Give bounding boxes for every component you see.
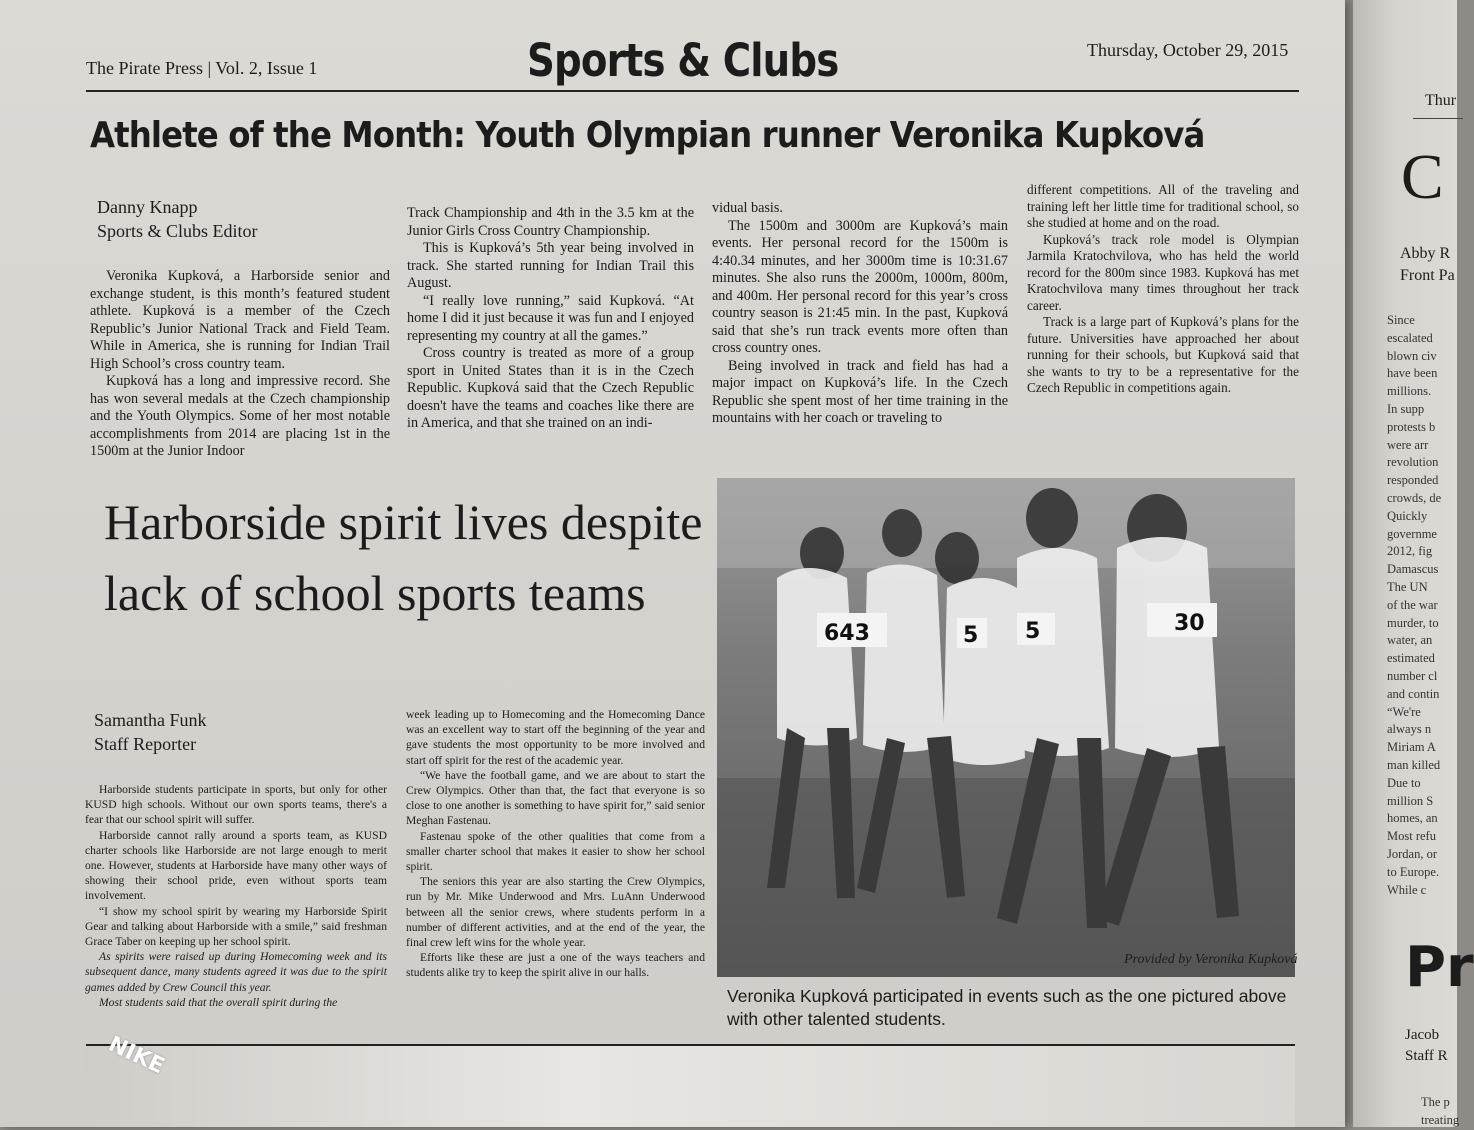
article-column-3 xyxy=(712,200,1008,428)
paragraph: Cross country is treated as more of a group sport in United States than it is in the Czech Republic. Kupková said that the Czech Republic doesn't have the teams and coaches like there are in America, and that she trained on an indi- xyxy=(407,345,694,431)
paper-name-issue: The Pirate Press | Vol. 2, Issue 1 xyxy=(86,58,318,78)
article-column-1 xyxy=(90,268,390,461)
article-column-2 xyxy=(407,205,694,433)
article2-column-1 xyxy=(85,782,387,1010)
paragraph: As spirits were raised up during Homecoming week and its subsequent dance, many students agreed it was due to the spirit games added by Crew Council this year. xyxy=(85,950,387,994)
paragraph: Track Championship and 4th in the 3.5 km at the Junior Girls Cross Country Championship. xyxy=(407,205,694,239)
author-title: Sports & Clubs Editor xyxy=(97,221,258,241)
paragraph: Harborside cannot rally around a sports team, as KUSD charter schools like Harborside are not large enough to merit one. However, students at Harborside have many other ways of showing their school pride, even without sports team involvement. xyxy=(85,828,387,903)
paragraph: The 1500m and 3000m are Kupková’s main events. Her personal record for the 1500m is 4:40.34 minutes, and her 3000m time is 10:31.67 minutes. She also runs the 2000m, 1000m, 800m, and 400m. Her personal record for this year’s cross country season is 21:45 min. In the past, Kupková said that she’s run track events more often than cross country ones. xyxy=(712,217,1008,356)
paragraph: “I show my school spirit by wearing my Harborside Spirit Gear and talking about Harborside with a smile,” said freshman Grace Taber on keeping up her school spirit. xyxy=(85,904,387,949)
issue-date: Thursday, October 29, 2015 xyxy=(1087,40,1289,60)
next-page-headline: C xyxy=(1401,141,1444,212)
bib-number: 5 xyxy=(963,623,979,648)
paragraph: “I really love running,” said Kupková. “At home I did it just because it was fun and I enjoyed representing my country at all the games.” xyxy=(407,292,694,344)
author-name: Abby R xyxy=(1400,245,1451,262)
byline xyxy=(97,195,258,243)
next-page-edge xyxy=(1353,0,1474,1127)
next-page-rule xyxy=(1413,118,1463,119)
masthead-rule xyxy=(86,90,1299,92)
article-column-4 xyxy=(1027,182,1299,397)
photo-caption: Veronika Kupková participated in events such as the one pictured above with other talented students. xyxy=(727,986,1287,1029)
runners-photo xyxy=(717,478,1295,977)
bib-number: 5 xyxy=(1025,619,1041,644)
section-title: Sports & Clubs xyxy=(527,34,839,87)
article-headline: Athlete of the Month: Youth Olympian runner Veronika Kupková xyxy=(90,115,1205,156)
author-name: Samantha Funk xyxy=(94,710,207,730)
author-title: Staff Reporter xyxy=(94,734,197,754)
paragraph: Efforts like these are just a one of the ways teachers and students alike try to keep the spirit alive in our halls. xyxy=(406,951,705,980)
bib-number: 643 xyxy=(824,621,870,646)
article2-column-2 xyxy=(406,707,705,981)
bottom-photo xyxy=(86,1046,1295,1127)
paragraph: Kupková has a long and impressive record. She has won several medals at the Czech championship and the Youth Olympics. Some of her most notable accomplishments from 2014 are placing 1st in the 1500m at the Junior Indoor xyxy=(90,373,390,459)
paragraph: This is Kupková’s 5th year being involved in track. She started running for Indian Trail this August. xyxy=(407,240,694,291)
paragraph: The seniors this year are also starting the Crew Olympics, run by Mr. Mike Underwood and Mrs. LuAnn Underwood between all the senior crews, where students perform in a number of different activities, and at the end of the year, the final crew left wins for the whole year. xyxy=(406,875,705,950)
article2-headline: Harborside spirit lives despite lack of school sports teams xyxy=(104,494,703,621)
next-page-text: Since escalated blown civ have been millions. In supp protests b were arr revolution responded crowds, de Quickly governme 2012, fig Damascus The UN of the war murder, to water, an estimated number cl and contin “We're always n Miriam A man killed Due to million S homes, an Most refu Jordan, or to Europe. While c xyxy=(1387,313,1442,897)
paragraph: Veronika Kupková, a Harborside senior and exchange student, is this month’s featured student athlete. Kupková is a member of the Czech Republic’s Junior National Track and Field Team. While in America, she is running for Indian Trail High School’s cross country team. xyxy=(90,268,390,372)
photo-credit: Provided by Veronika Kupková xyxy=(1124,952,1298,967)
next-page-headline-2: Pr xyxy=(1405,935,1474,1000)
paragraph: Harborside students participate in sports, but only for other KUSD high schools. Without our own sports teams, there's a fear that our school spirit will suffer. xyxy=(85,783,387,827)
byline xyxy=(94,708,207,756)
paragraph: week leading up to Homecoming and the Homecoming Dance was an excellent way to start off the beginning of the year and gave students the most opportunity to be more involved and start off spirit for the rest of the academic year. xyxy=(406,708,705,767)
author-name: Jacob xyxy=(1405,1027,1440,1043)
paragraph: different competitions. All of the traveling and training left her little time for traditional school, so she studied at home and on the road. xyxy=(1027,182,1299,230)
paragraph: “We have the football game, and we are about to start the Crew Olympics. Other than that, the fact that everyone is so close to one another is something to have spirit for,” said senior Meghan Fastenau. xyxy=(406,768,705,828)
paragraph: Kupková’s track role model is Olympian Jarmila Kratochvilova, who has held the world record for the 800m since 1983. Kupková has met Kratochvilova many times throughout her track career. xyxy=(1027,231,1299,313)
paragraph: Fastenau spoke of the other qualities that come from a smaller charter school that makes it easier to show her school spirit. xyxy=(406,829,705,874)
next-page-byline xyxy=(1400,243,1455,287)
author-title: Front Pa xyxy=(1400,267,1455,284)
author-name: Danny Knapp xyxy=(97,197,198,217)
nike-logo: NIKE xyxy=(104,1031,169,1080)
next-page-date: Thur xyxy=(1425,92,1457,109)
paragraph: Most students said that the overall spirit during the xyxy=(99,995,338,1009)
paragraph: vidual basis. xyxy=(712,200,783,216)
bib-number: 30 xyxy=(1174,611,1205,636)
paragraph: Being involved in track and field has had a major impact on Kupková’s life. In the Czech Republic she spent most of her time training in the mountains with her coach or traveling to xyxy=(712,357,1008,426)
next-page-byline-2 xyxy=(1405,1025,1448,1067)
paragraph: Track is a large part of Kupková’s plans for the future. Universities have approached her about running for their schools, but Kupková said that she wants to try to be a representative for the Czech Republic in competitions again. xyxy=(1027,314,1299,395)
next-page-tail-text: The p treating xyxy=(1421,1095,1460,1127)
author-title: Staff R xyxy=(1405,1048,1448,1064)
runners-photo-image xyxy=(717,478,1295,977)
